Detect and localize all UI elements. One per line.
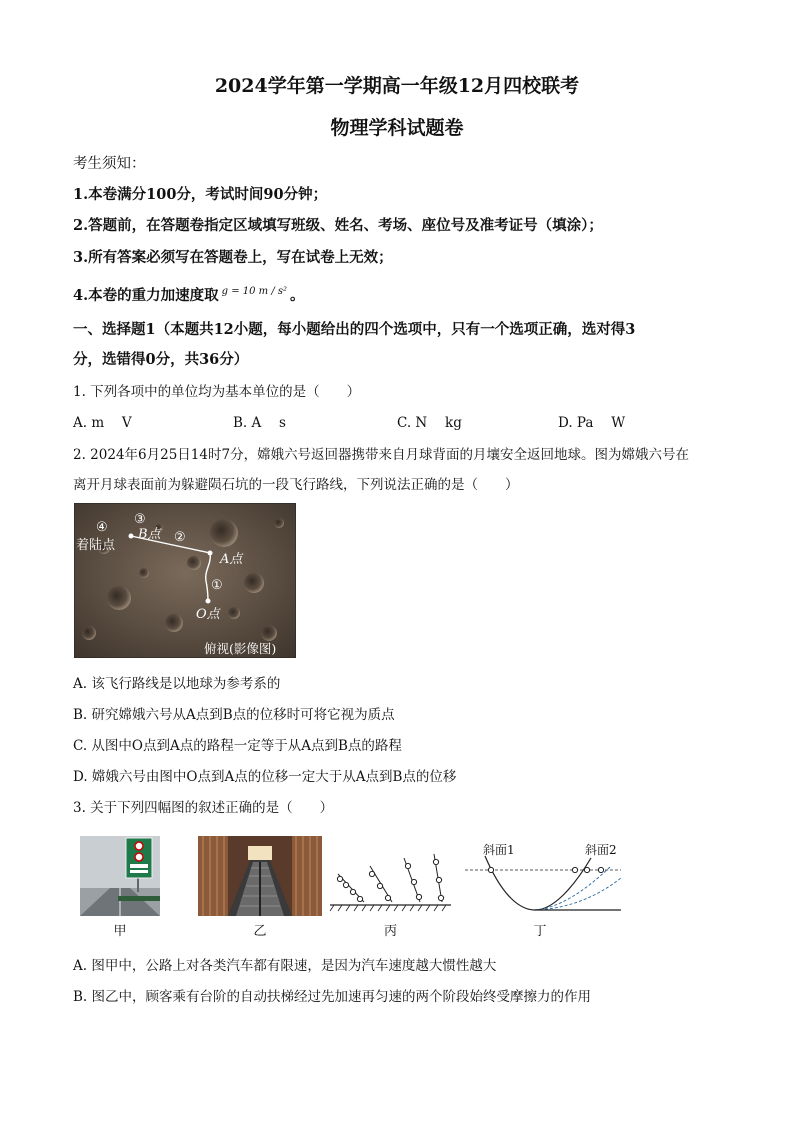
label-circled-2: ② (174, 530, 186, 545)
q2-option-b: B. 研究嫦娥六号从A点到B点的位移时可将它视为质点 (73, 707, 395, 723)
notice-item-4 (73, 284, 305, 305)
g-formula: g = 10 m / s² (221, 286, 288, 297)
caption-yi: 乙 (253, 924, 267, 939)
slope2-label: 斜面2 (585, 843, 617, 857)
q2-stem-line1: 2. 2024年6月25日14时7分，嫦娥六号返回器携带来自月球背面的月壤安全返回地球。图为嫦娥六号在 (73, 447, 690, 463)
q1-option-a: A. m V (73, 415, 132, 431)
label-landing-point: 着陆点 (76, 538, 116, 553)
exam-subtitle: 物理学科试题卷 (330, 117, 464, 139)
q3-option-b: B. 图乙中，顾客乘有台阶的自动扶梯经过先加速再匀速的两个阶段始终受摩擦力的作用 (73, 989, 592, 1005)
q1-option-b: B. A s (233, 415, 286, 431)
moon-flight-path-figure (74, 503, 296, 658)
ball-incline-diagram (328, 852, 453, 912)
section1-line2: 分，选错得0分，共36分） (73, 351, 249, 368)
q3-stem: 3. 关于下列四幅图的叙述正确的是（ ） (73, 800, 334, 816)
slope1-label: 斜面1 (483, 843, 515, 857)
highway-photo (80, 836, 160, 916)
notice-item-1: 1.本卷满分100分，考试时间90分钟； (73, 186, 328, 203)
caption-jia: 甲 (113, 924, 127, 939)
caption-ding: 丁 (533, 924, 547, 939)
two-slopes-diagram (463, 838, 623, 916)
notice-heading: 考生须知： (73, 156, 146, 172)
landing-point-dot (129, 534, 134, 539)
q1-option-d: D. Pa W (558, 415, 626, 431)
label-point-o: O点 (196, 607, 220, 622)
label-circled-1: ① (211, 578, 223, 593)
label-circled-4: ④ (96, 520, 108, 535)
exam-title: 2024学年第一学期高一年级12月四校联考 (214, 75, 580, 97)
q3-option-a: A. 图甲中，公路上对各类汽车都有限速，是因为汽车速度越大惯性越大 (73, 958, 497, 974)
notice-item-4-end: 。 (290, 287, 305, 304)
caption-bing: 丙 (383, 924, 397, 939)
notice-item-3: 3.所有答案必须写在答题卷上，写在试卷上无效； (73, 249, 393, 266)
q1-option-c: C. N kg (397, 415, 462, 431)
notice-item-2: 2.答题前，在答题卷指定区域填写班级、姓名、考场、座位号及准考证号（填涂）； (73, 217, 603, 234)
point-a-dot (208, 551, 213, 556)
label-circled-3: ③ (134, 512, 146, 527)
label-point-a: A点 (220, 552, 243, 567)
escalator-photo (198, 836, 322, 916)
notice-item-4-text: 4.本卷的重力加速度取 (73, 287, 219, 304)
q2-option-d: D. 嫦娥六号由图中O点到A点的位移一定大于从A点到B点的位移 (73, 769, 457, 785)
q2-stem-line2: 离开月球表面前为躲避陨石坑的一段飞行路线，下列说法正确的是（ ） (73, 477, 519, 493)
label-point-b: B点 (138, 527, 161, 542)
q2-option-c: C. 从图中O点到A点的路程一定等于从A点到B点的路程 (73, 738, 402, 754)
q2-option-a: A. 该飞行路线是以地球为参考系的 (73, 676, 281, 692)
q1-stem: 1. 下列各项中的单位均为基本单位的是（ ） (73, 384, 361, 400)
section1-line1: 一、选择题1（本题共12小题，每小题给出的四个选项中，只有一个选项正确，选对得3 (73, 321, 636, 338)
figure-caption: 俯视(影像图) (204, 641, 277, 656)
point-o-dot (206, 599, 211, 604)
